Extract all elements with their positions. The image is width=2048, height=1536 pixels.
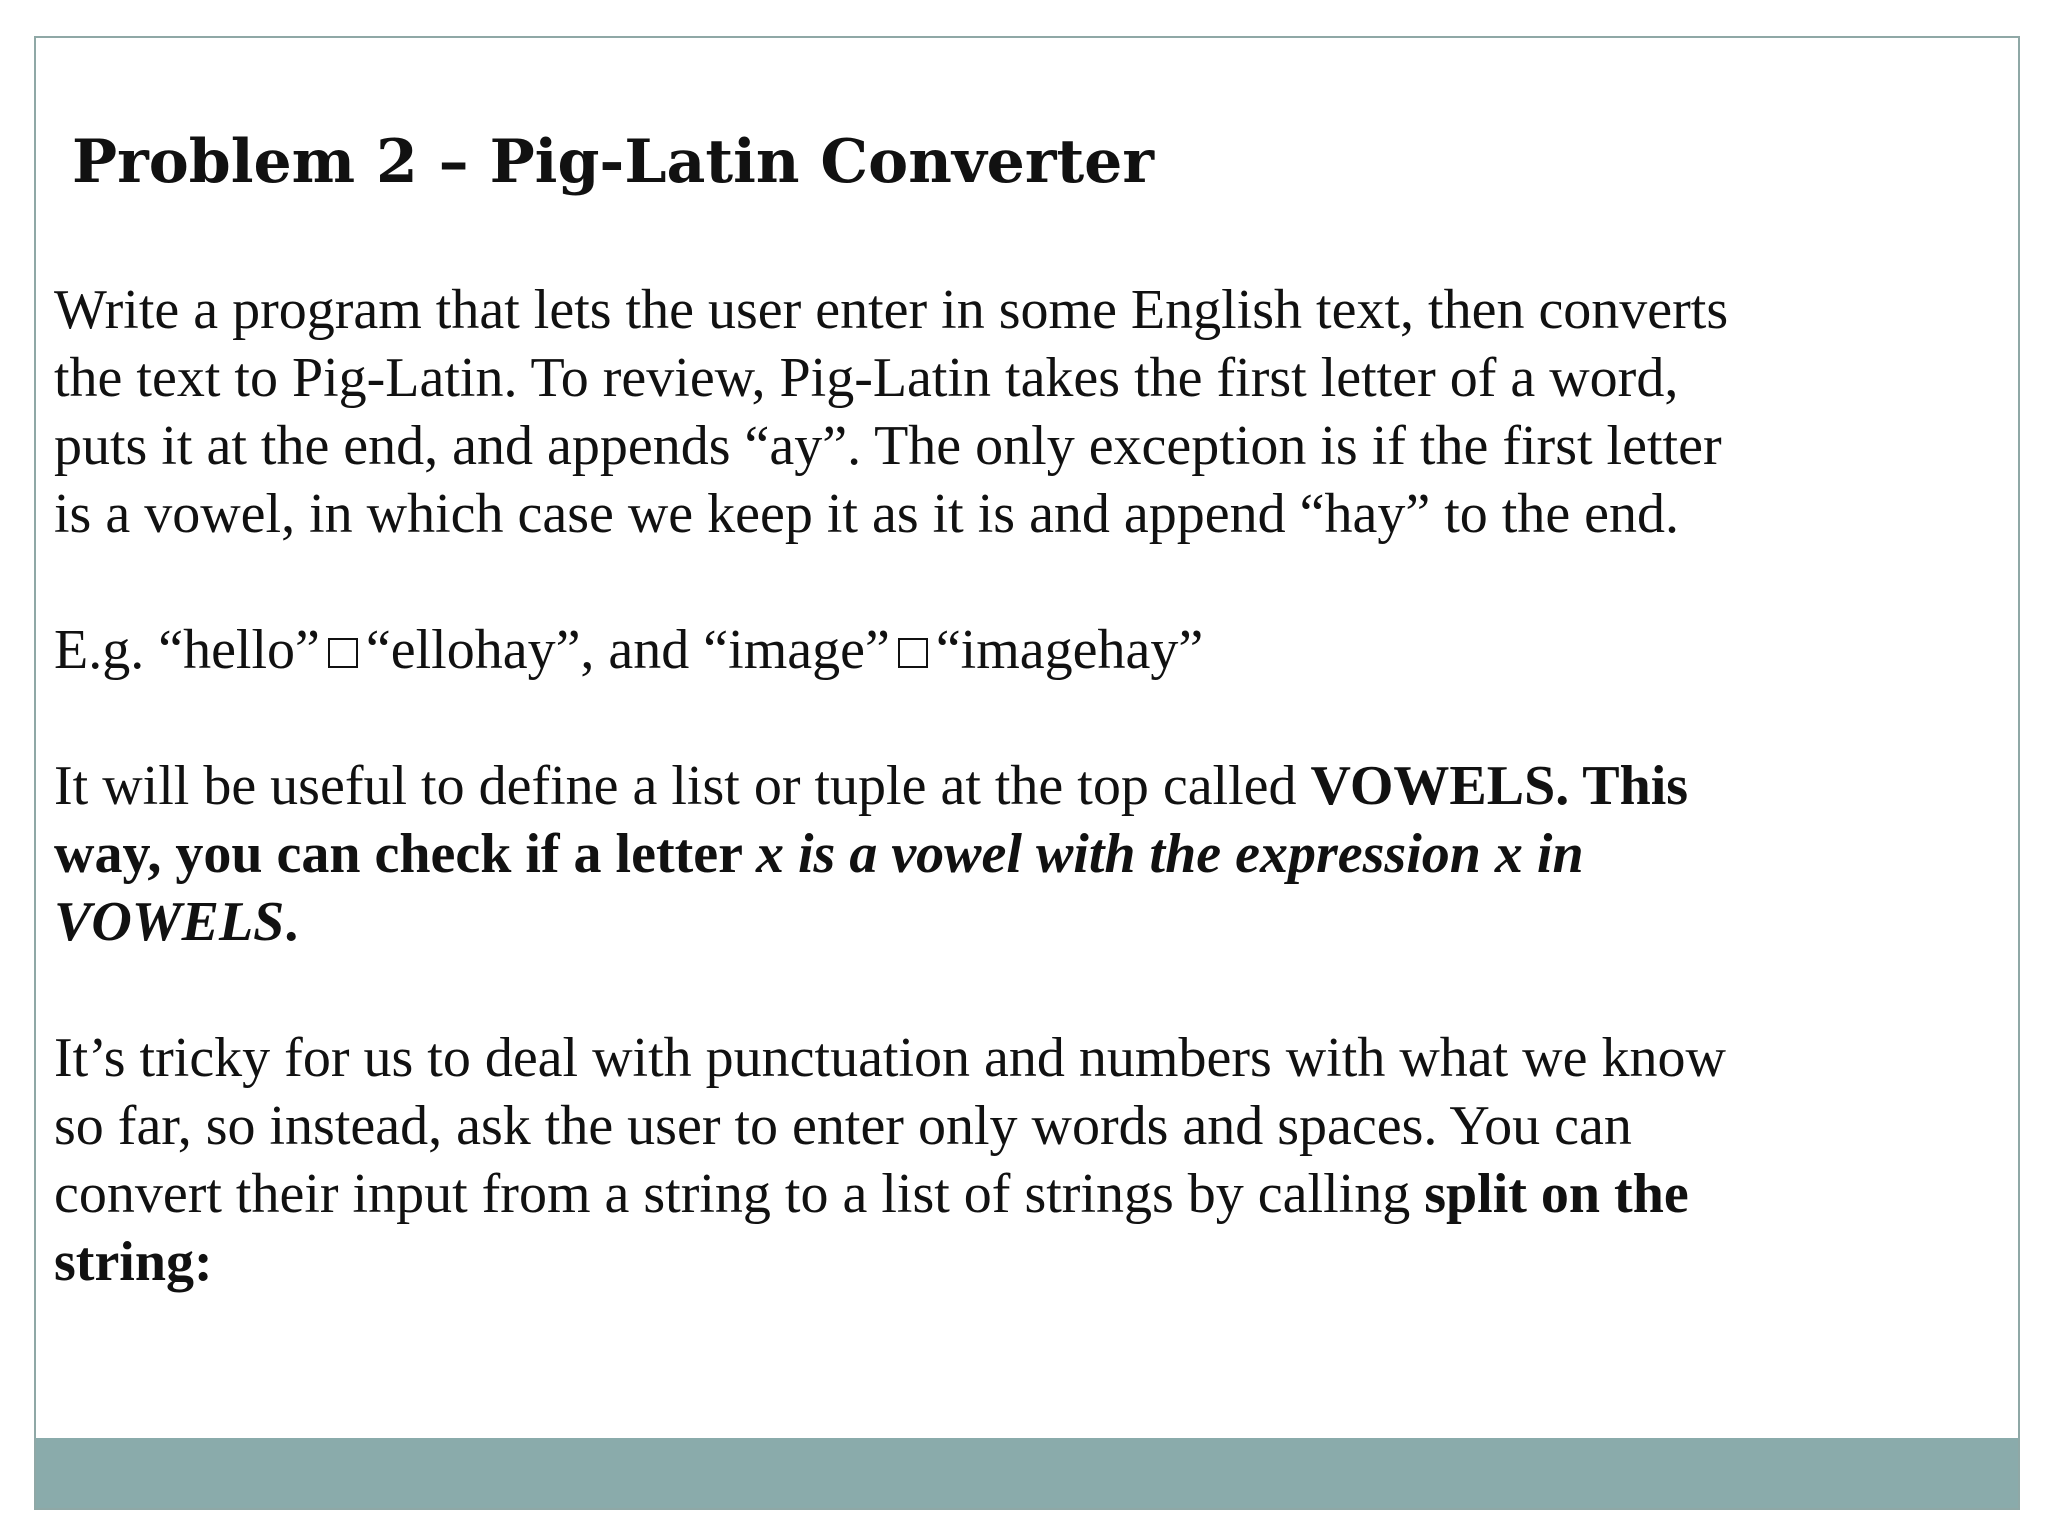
- arrow-placeholder-icon: [898, 638, 928, 668]
- para4-line-2: so far, so instead, ask the user to enter only words and spaces. You can: [54, 1095, 1632, 1157]
- footer-bar: [36, 1438, 2018, 1508]
- paragraph-gap: [54, 956, 2004, 1024]
- para3-line-3: [54, 888, 2004, 956]
- para3-line-2-bold-italic: x is a vowel with the expression x in: [755, 823, 1584, 885]
- slide: [34, 36, 2020, 1510]
- slide-title: Problem 2 – Pig-Latin Converter: [72, 127, 1154, 197]
- example-line: [54, 616, 2004, 684]
- para3-line-1-text: It will be useful to define a list or tuple at the top called: [54, 755, 1311, 817]
- para3-line-2: [54, 820, 2004, 888]
- para3-line-3-bold-italic: VOWELS: [54, 891, 285, 953]
- para1-line-2: the text to Pig-Latin. To review, Pig-Latin takes the first letter of a word,: [54, 347, 1679, 409]
- para1-line-3: puts it at the end, and appends “ay”. The only exception is if the first letter: [54, 415, 1722, 477]
- split-keyword: split on the: [1424, 1163, 1689, 1225]
- para3-line-3-bold: .: [284, 891, 299, 953]
- paragraph-gap: [54, 684, 2004, 752]
- example-middle: “ellohay”, and “image”: [365, 619, 890, 681]
- para3-line-1: [54, 752, 2004, 820]
- example-prefix: E.g. “hello”: [54, 619, 320, 681]
- para4-line-1: It’s tricky for us to deal with punctuation and numbers with what we know: [54, 1027, 1726, 1089]
- para3-line-2-bold: way, you can check if a letter: [54, 823, 756, 885]
- para4-line-3: [54, 1160, 2004, 1228]
- arrow-placeholder-icon: [328, 638, 358, 668]
- para1-line-1: Write a program that lets the user enter in some English text, then converts: [54, 279, 1729, 341]
- paragraph-gap: [54, 548, 2004, 616]
- example-suffix: “imagehay”: [935, 619, 1204, 681]
- vowels-keyword: VOWELS. This: [1310, 755, 1689, 817]
- para1-line-4: is a vowel, in which case we keep it as it is and append “hay” to the end.: [54, 483, 1680, 545]
- slide-body: [54, 276, 2004, 1296]
- para4-line-3-text: convert their input from a string to a list of strings by calling: [54, 1163, 1425, 1225]
- para4-line-4: string:: [54, 1231, 213, 1293]
